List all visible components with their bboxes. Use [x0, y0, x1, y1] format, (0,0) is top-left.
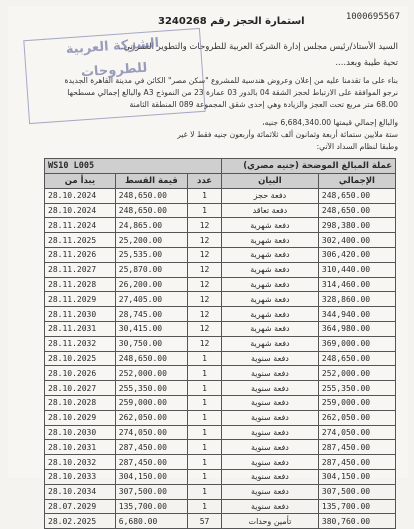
- row-start-date: 28.11.2029: [45, 292, 116, 307]
- table-row: [45, 307, 396, 322]
- row-count: 12: [188, 277, 222, 292]
- row-description: دفعة شهرية: [221, 277, 318, 292]
- row-start-date: 28.11.2030: [45, 307, 116, 322]
- row-total: 248,650.00: [318, 351, 395, 366]
- row-description: دفعة شهرية: [221, 307, 318, 322]
- row-description: دفعة شهرية: [221, 218, 318, 233]
- row-total: 248,650.00: [318, 203, 395, 218]
- row-start-date: 28.11.2027: [45, 262, 116, 277]
- row-count: 12: [188, 307, 222, 322]
- row-total: 380,760.00: [318, 514, 395, 529]
- paragraph-line-6: وطبقا لنظام السداد الآتي:: [316, 142, 398, 151]
- row-start-date: 28.10.2029: [45, 410, 116, 425]
- row-description: دفعة شهرية: [221, 292, 318, 307]
- row-count: 12: [188, 233, 222, 248]
- table-row: [45, 351, 396, 366]
- row-description: دفعة سنوية: [221, 440, 318, 455]
- table-row: [45, 262, 396, 277]
- row-description: دفعة شهرية: [221, 247, 318, 262]
- row-description: دفعة سنوية: [221, 499, 318, 514]
- payment-table: [44, 158, 396, 529]
- row-installment-value: 24,865.00: [115, 218, 187, 233]
- table-codes: WS10 L005: [45, 159, 222, 174]
- row-total: 135,700.00: [318, 499, 395, 514]
- row-count: 57: [188, 514, 222, 529]
- row-total: 314,460.00: [318, 277, 395, 292]
- table-row: [45, 410, 396, 425]
- row-count: 1: [188, 366, 222, 381]
- row-total: 306,420.00: [318, 247, 395, 262]
- table-row: [45, 381, 396, 396]
- row-installment-value: 30,750.00: [115, 336, 187, 351]
- row-count: 1: [188, 499, 222, 514]
- row-start-date: 28.10.2031: [45, 440, 116, 455]
- row-total: 287,450.00: [318, 440, 395, 455]
- paragraph-line-2: نرجو الموافقة على الارتباط لحجز الشقة 04 بالدور 03 عمارة 23 من النموذج A3 والبالغ إجمالي مسطحها: [67, 88, 398, 97]
- row-installment-value: 27,405.00: [115, 292, 187, 307]
- table-row: [45, 366, 396, 381]
- row-start-date: 28.07.2029: [45, 499, 116, 514]
- row-installment-value: 304,150.00: [115, 469, 187, 484]
- row-start-date: 28.11.2026: [45, 247, 116, 262]
- row-total: 344,940.00: [318, 307, 395, 322]
- row-total: 274,050.00: [318, 425, 395, 440]
- row-installment-value: 307,500.00: [115, 484, 187, 499]
- table-row: [45, 233, 396, 248]
- col-header-installment: قيمة القسط: [115, 174, 187, 189]
- row-installment-value: 25,870.00: [115, 262, 187, 277]
- paragraph-line-4: والبالغ إجمالي قيمتها 6,684,340.00 جنيه،: [262, 118, 398, 127]
- row-start-date: 28.02.2025: [45, 514, 116, 529]
- row-count: 1: [188, 440, 222, 455]
- row-count: 1: [188, 455, 222, 470]
- row-installment-value: 259,000.00: [115, 395, 187, 410]
- row-start-date: 28.10.2033: [45, 469, 116, 484]
- row-installment-value: 248,650.00: [115, 203, 187, 218]
- row-count: 1: [188, 395, 222, 410]
- table-row: [45, 395, 396, 410]
- table-row: [45, 469, 396, 484]
- row-description: دفعة سنوية: [221, 381, 318, 396]
- row-total: 364,980.00: [318, 321, 395, 336]
- row-count: 1: [188, 188, 222, 203]
- row-installment-value: 26,200.00: [115, 277, 187, 292]
- row-total: 259,000.00: [318, 395, 395, 410]
- row-start-date: 28.11.2028: [45, 277, 116, 292]
- col-header-start-date: يبدأ من: [45, 174, 116, 189]
- row-description: دفعة شهرية: [221, 336, 318, 351]
- row-count: 1: [188, 203, 222, 218]
- row-total: 252,000.00: [318, 366, 395, 381]
- row-start-date: 28.11.2024: [45, 218, 116, 233]
- row-start-date: 28.10.2030: [45, 425, 116, 440]
- row-description: دفعة شهرية: [221, 262, 318, 277]
- col-header-description: البيان: [221, 174, 318, 189]
- row-description: دفعة سنوية: [221, 469, 318, 484]
- reference-number: 1000695567: [345, 12, 400, 22]
- addressee-line: السيد الأستاذ/رئيس مجلس إدارة الشركة العربية للطروحات والتطوير العمراني..: [118, 42, 398, 52]
- document-page: [8, 6, 408, 526]
- row-description: دفعة حجز: [221, 188, 318, 203]
- row-start-date: 28.10.2028: [45, 395, 116, 410]
- table-row: [45, 514, 396, 529]
- greeting-line: تحية طيبة وبعد....: [335, 58, 398, 68]
- table-row: [45, 321, 396, 336]
- table-row: [45, 277, 396, 292]
- row-description: دفعة سنوية: [221, 455, 318, 470]
- row-count: 12: [188, 321, 222, 336]
- row-total: 304,150.00: [318, 469, 395, 484]
- paragraph-line-1: بناء على ما تقدمنا عليه من إعلان وعروض هندسية للمشروع "سكن مصر" الكائن في مدينة القاهرة الجديدة: [64, 76, 398, 85]
- row-count: 12: [188, 292, 222, 307]
- row-installment-value: 287,450.00: [115, 440, 187, 455]
- row-count: 1: [188, 425, 222, 440]
- row-count: 1: [188, 381, 222, 396]
- table-row: [45, 499, 396, 514]
- row-description: دفعة سنوية: [221, 351, 318, 366]
- table-row: [45, 292, 396, 307]
- table-row: [45, 218, 396, 233]
- row-total: 298,380.00: [318, 218, 395, 233]
- row-total: 310,440.00: [318, 262, 395, 277]
- row-total: 369,000.00: [318, 336, 395, 351]
- row-start-date: 28.10.2025: [45, 351, 116, 366]
- row-description: دفعة سنوية: [221, 410, 318, 425]
- row-start-date: 28.11.2032: [45, 336, 116, 351]
- row-count: 12: [188, 218, 222, 233]
- stamp-text-2: للطروحات: [80, 60, 148, 81]
- row-start-date: 28.10.2027: [45, 381, 116, 396]
- row-count: 12: [188, 247, 222, 262]
- row-total: 328,860.00: [318, 292, 395, 307]
- row-count: 1: [188, 351, 222, 366]
- row-total: 262,050.00: [318, 410, 395, 425]
- row-total: 248,650.00: [318, 188, 395, 203]
- row-description: دفعة تعاقد: [221, 203, 318, 218]
- row-installment-value: 287,450.00: [115, 455, 187, 470]
- row-start-date: 28.11.2031: [45, 321, 116, 336]
- row-start-date: 28.10.2034: [45, 484, 116, 499]
- table-row: [45, 440, 396, 455]
- row-installment-value: 262,050.00: [115, 410, 187, 425]
- table-header-row: [45, 174, 396, 189]
- table-row: [45, 455, 396, 470]
- row-start-date: 28.10.2024: [45, 203, 116, 218]
- row-total: 287,450.00: [318, 455, 395, 470]
- row-description: دفعة سنوية: [221, 425, 318, 440]
- row-count: 12: [188, 336, 222, 351]
- table-row: [45, 203, 396, 218]
- row-start-date: 28.11.2025: [45, 233, 116, 248]
- row-count: 1: [188, 469, 222, 484]
- col-header-total: الإجمالي: [318, 174, 395, 189]
- payment-schedule: [44, 158, 396, 529]
- row-installment-value: 248,650.00: [115, 351, 187, 366]
- row-installment-value: 6,680.00: [115, 514, 187, 529]
- row-installment-value: 25,535.00: [115, 247, 187, 262]
- table-row: [45, 425, 396, 440]
- table-row: [45, 247, 396, 262]
- row-installment-value: 252,000.00: [115, 366, 187, 381]
- row-count: 1: [188, 484, 222, 499]
- row-start-date: 28.10.2026: [45, 366, 116, 381]
- col-header-count: عدد: [188, 174, 222, 189]
- paragraph-line-5: ستة ملايين ستمائة أربعة وثمانون ألف ثلاثمائة وأربعون جنيه فقط لا غير: [177, 130, 398, 139]
- row-installment-value: 30,415.00: [115, 321, 187, 336]
- table-row: [45, 484, 396, 499]
- row-installment-value: 25,200.00: [115, 233, 187, 248]
- row-description: دفعة شهرية: [221, 321, 318, 336]
- row-description: دفعة سنوية: [221, 366, 318, 381]
- row-description: دفعة سنوية: [221, 395, 318, 410]
- row-installment-value: 274,050.00: [115, 425, 187, 440]
- row-description: دفعة سنوية: [221, 484, 318, 499]
- paragraph-line-3: 68.00 متر مربع تحت العجز والزيادة وهي إحدى شقق المجموعة 089 المنطقة الثامنة: [129, 100, 398, 109]
- row-description: تأمين وحدات: [221, 514, 318, 529]
- table-body: [45, 188, 396, 528]
- row-total: 307,500.00: [318, 484, 395, 499]
- row-installment-value: 135,700.00: [115, 499, 187, 514]
- row-description: دفعة شهرية: [221, 233, 318, 248]
- row-count: 1: [188, 410, 222, 425]
- row-installment-value: 28,745.00: [115, 307, 187, 322]
- row-installment-value: 255,350.00: [115, 381, 187, 396]
- table-caption: عملة المبالغ الموضحة (جنيه مصري): [221, 159, 395, 174]
- row-count: 12: [188, 262, 222, 277]
- row-total: 255,350.00: [318, 381, 395, 396]
- row-start-date: 28.10.2024: [45, 188, 116, 203]
- table-row: [45, 188, 396, 203]
- table-row: [45, 336, 396, 351]
- row-installment-value: 248,650.00: [115, 188, 187, 203]
- table-caption-row: [45, 159, 396, 174]
- row-start-date: 28.10.2032: [45, 455, 116, 470]
- row-total: 302,400.00: [318, 233, 395, 248]
- stamp-text-1: الشركة العربية: [65, 35, 160, 58]
- form-title: استمارة الحجز رقم 3240268: [158, 16, 305, 27]
